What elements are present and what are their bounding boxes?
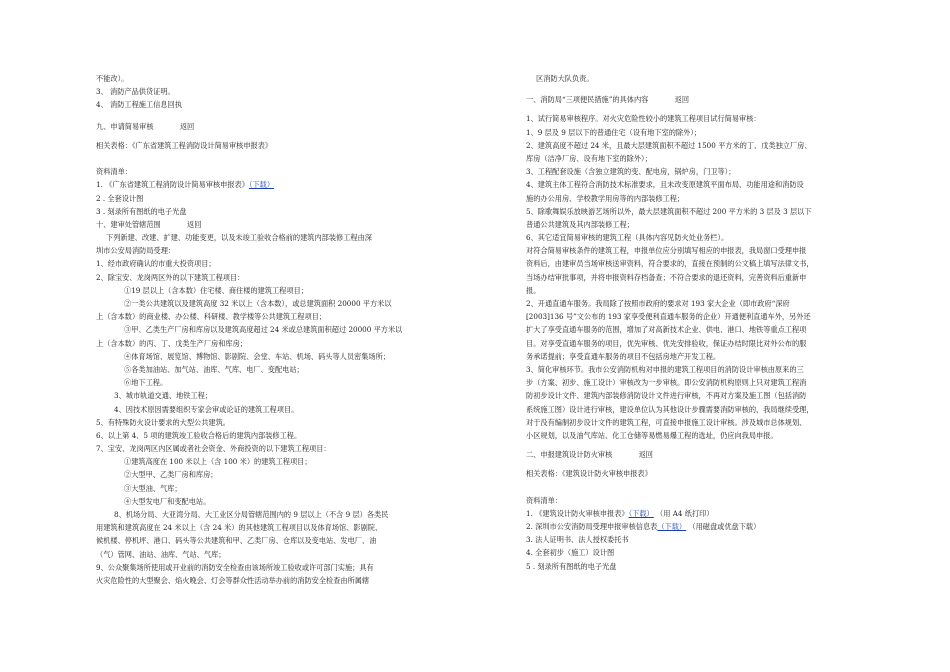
- right-column: [526, 72, 882, 573]
- materials-item: 5 . 刻录所有图纸的电子光盘: [526, 561, 617, 571]
- text-line: 普通公共建筑及其内部装修工程；: [526, 219, 634, 229]
- materials-item: [96, 178, 448, 191]
- text-line: 施的办公用房、学校教学用房等的内部装修工程；: [526, 193, 685, 203]
- text-line: 3、简化审核环节。我市公安消防机构对申报的建筑工程项目的消防设计审核由原来的三: [526, 364, 804, 374]
- materials-title: 资料清单：: [96, 167, 132, 177]
- text-line: 对于没有编制初步设计文件的建筑工程，可直接申报施工设计审核。涉及城市总体规划、: [526, 417, 807, 427]
- section-2-title: 二、申报建筑设计防火审核: [526, 450, 613, 460]
- text-line: ②一类公共建筑以及建筑高度 32 米以上（含本数），或总建筑面积 20000 平方米以: [124, 299, 392, 308]
- related-forms-label: 相关表格：《建筑设计防火审核申报表》: [526, 469, 652, 479]
- text-line: 1、经市政府确认的市重大投资项目；: [96, 259, 216, 269]
- back-link[interactable]: 返回: [179, 121, 195, 131]
- text-line: 对符合简易审核条件的建筑工程，申报单位应分别填写相应的申报表，我局窗口受理申报: [526, 246, 807, 256]
- text-line: 2、开通直通车服务。我局除了按照市政府的要求对 193 家大企业（即市政府“深府: [526, 299, 790, 308]
- text-line: 2、除宝安、龙岗两区外的以下建筑工程项目：: [96, 272, 245, 282]
- section-10-heading: [96, 218, 448, 231]
- text-line: 3、工程配套设施（含独立建筑的变、配电房，锅炉房，门卫等）；: [526, 167, 736, 177]
- section-9-title: 九、申请简易审核: [96, 121, 154, 131]
- text-line: 6、以上第 4、5 项的建筑竣工验收合格后的建筑内部装修工程。: [96, 430, 302, 440]
- section-1-title: 一、消防局“三项便民措施”的具体内容: [526, 95, 649, 105]
- text-line: ①建筑高度在 100 米以上（含 100 米）的建筑工程项目；: [124, 457, 312, 467]
- text-line: 2、建筑高度不超过 24 米，且最大层建筑面积不超过 1500 平方米的丁、戊类独立厂房、: [526, 140, 812, 150]
- text-line: 资料后，由建审员当场审核送审资料，符合要求的，直接在预制的公文稿上填写法律文书，: [526, 259, 814, 269]
- text-line: ⑥地下工程。: [124, 378, 168, 388]
- download-link[interactable]: （下载）: [657, 522, 687, 531]
- text-line: ⑤各类加油站、加气站、油库、气库、电厂、变配电站；: [124, 364, 304, 374]
- text-line: 9、公众聚集场所使用或开业前的消防安全检查由该场所竣工验收或许可部门实施；具有: [96, 562, 374, 572]
- text-line: 1、试行简易审核程序。对火灾危险性较小的建筑工程项目试行简易审核：: [526, 114, 761, 124]
- text-line: 1、9 层及 9 层以下的普通住宅（设有地下室的除外）；: [526, 127, 702, 137]
- text-line: 3、城市轨道交通、地铁工程；: [114, 391, 213, 401]
- text-line: （气）管网、油站、油库、气站、气库；: [96, 549, 226, 559]
- left-column: [96, 72, 448, 587]
- text-line: 系统施工图）设计进行审核，建设单位认为其他设计步骤需要消防审核的，我局继续受理，: [526, 404, 814, 414]
- materials-item: [526, 520, 882, 533]
- materials-item-note: （用磁盘或优盘下载）: [688, 522, 761, 531]
- materials-item: 4. 全套初步（施工）设计图: [526, 548, 615, 558]
- text-line: 小区规划，以及油气库站、化工仓储等易燃易爆工程的选址，仍应向我局申报。: [526, 430, 778, 440]
- text-line: 库房（洁净厂房、设有地下室的除外）；: [526, 153, 652, 163]
- materials-item: 2 . 全套设计图: [96, 193, 144, 203]
- section-2-heading: [526, 448, 882, 461]
- text-line: 5、有特殊防火设计要求的大型公共建筑。: [96, 417, 230, 427]
- back-link[interactable]: 返回: [638, 450, 653, 460]
- materials-item-note: （用 A4 纸打印）: [656, 508, 714, 518]
- text-line: 圳市公安局消防局受理：: [96, 246, 176, 256]
- text-line: 防初步设计文件、建筑内部装修消防设计文件进行审核，不再对方案及施工图（包括消防: [526, 391, 807, 401]
- text-line: 5、除歌舞娱乐放映游艺场所以外，最大层建筑面积不超过 200 平方米的 3 层及 3 层以下: [526, 206, 812, 216]
- section-10-body: [96, 231, 448, 587]
- text-line: ①19 层以上（含本数）住宅楼、商住楼的建筑工程项目；: [124, 285, 308, 295]
- text-line: 4、 消防工程施工信息回执: [96, 100, 182, 110]
- section-1-body: [526, 112, 882, 442]
- text-line: 火灾危险性的大型聚会、焰火晚会、灯会等群众性活动举办前的消防安全检查由所属辖: [96, 575, 370, 585]
- text-line: [2003]136 号”文公布的 193 家享受便利直通车服务的企业）开通便利直通车外，另外还: [526, 312, 811, 322]
- materials-title: 资料清单：: [526, 495, 562, 505]
- materials-item: [526, 507, 882, 520]
- related-forms-label: 相关表格：《广东省建筑工程消防设计简易审核申报表》: [96, 140, 273, 150]
- text-line: ④大型发电厂和变配电站。: [124, 496, 211, 506]
- section-1-heading: [526, 93, 882, 106]
- materials-item-text: 1. 《广东省建筑工程消防设计简易审核申报表》: [96, 180, 249, 190]
- text-line: 目。对享受直通车服务的项目，优先审核、优先安排验收，保证办结时限比对外公布的服: [526, 338, 807, 348]
- text-line: 上（含本数）的商业楼、办公楼、科研楼、教学楼等公共建筑工程项目；: [96, 312, 327, 322]
- text-line: 步（方案、初步、施工设计）审核改为一步审核。即公安消防机构原则上只对建筑工程消: [526, 378, 807, 388]
- text-line: 6、其它适宜简易审核的建筑工程（具体内容见防火处业务栏）。: [526, 233, 729, 243]
- text-line: 用建筑和建筑高度在 24 米以上（含 24 米）的其他建筑工程项目以及体育场馆、影剧院、: [96, 523, 383, 533]
- text-line: ④体育场馆、展览馆、博物馆、影剧院、会堂、车站、机场、码头等人员密集场所；: [124, 351, 390, 361]
- text-line: 报。: [526, 285, 541, 295]
- text-line: 8、机场分局、大亚湾分局、大工业区分局管辖范围内的 9 层以上（不含 9 层）各类民: [114, 510, 389, 519]
- materials-item: 3. 法人证明书、法人授权委托书: [526, 535, 629, 545]
- download-link[interactable]: （下载）: [248, 180, 275, 190]
- text-line: 区消防大队负责。: [536, 74, 594, 83]
- text-line: 候机楼、停机坪、港口、码头等公共建筑和甲、乙类厂房、仓库以及变电站、发电厂、油: [96, 536, 377, 546]
- text-line: ②大型甲、乙类厂房和库房；: [124, 470, 218, 480]
- back-link[interactable]: 返回: [187, 219, 202, 229]
- text-line: 4、因技术原因需要组织专家会审或论证的建筑工程项目。: [114, 404, 299, 414]
- section-10-title: 十、建审处管辖范围: [96, 219, 161, 229]
- text-line: 7、宝安、龙岗两区内区属或者社会资金、外商投资的以下建筑工程项目：: [96, 444, 331, 454]
- text-line: 不能改）。: [96, 74, 129, 83]
- materials-item: 3 . 刻录所有图纸的电子光盘: [96, 206, 187, 216]
- section-9-heading: [96, 120, 448, 133]
- text-line: 3、 消防产品供货证明。: [96, 87, 175, 97]
- materials-item-text: 2. 深圳市公安消防局受理申报审核信息表: [526, 522, 658, 531]
- text-line: 当场办结审批事项，并将申报资料存档备查；不符合要求的退还资料，完善资料后重新申: [526, 272, 807, 282]
- text-line: 4、建筑主体工程符合消防技术标准要求，且未改变原建筑平面布局、功能用途和消防设: [526, 180, 804, 190]
- text-line: ③大型油、气库；: [124, 483, 182, 493]
- text-line: 扩大了享受直通车服务的范围，增加了对高新技术企业、供电、港口、地铁等重点工程项: [526, 325, 807, 335]
- text-line: 下列新建、改建、扩建、功能变更，以及未竣工验收合格前的建筑内部装修工程由深: [106, 233, 372, 243]
- download-link[interactable]: （下载）: [628, 508, 654, 518]
- materials-item-text: 1. 《建筑设计防火审核申报表》: [526, 508, 629, 518]
- text-line: ③甲、乙类生产厂房和库房以及建筑高度超过 24 米或总建筑面积超过 20000 平方米以: [124, 325, 403, 335]
- text-line: 上（含本数）的丙、丁、戊类生产厂房和库房；: [96, 338, 247, 348]
- back-link[interactable]: 返回: [674, 95, 690, 105]
- text-line: 务承诺提前；享受直通车服务的项目不包括房地产开发工程。: [526, 351, 721, 361]
